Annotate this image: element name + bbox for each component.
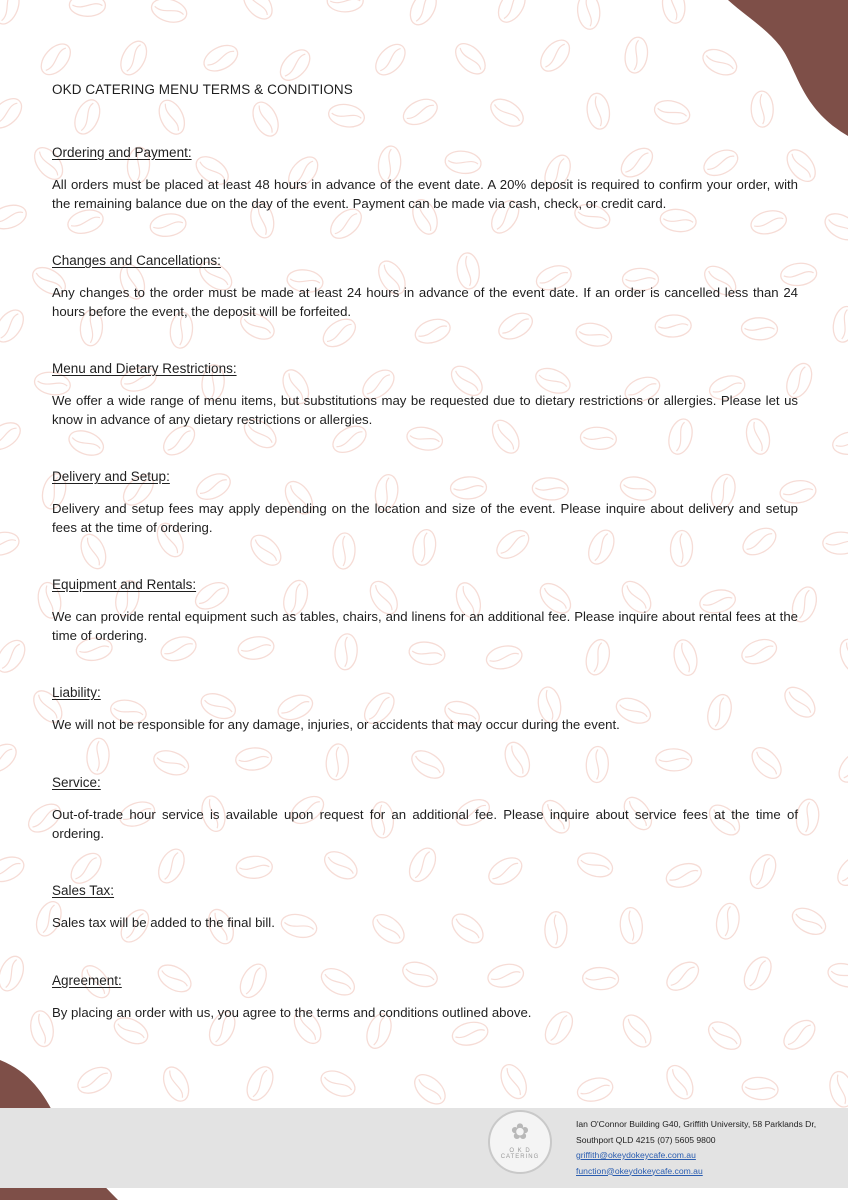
- section-heading: Equipment and Rentals:: [52, 577, 197, 592]
- coffee-bean-icon: [576, 0, 601, 30]
- coffee-bean-icon: [116, 37, 152, 79]
- footer-contact: [576, 1117, 816, 1179]
- section-liability: [52, 683, 798, 773]
- section-heading: Menu and Dietary Restrictions:: [52, 361, 237, 376]
- coffee-bean-icon: [835, 635, 848, 677]
- coffee-bean-icon: [741, 1076, 779, 1102]
- coffee-bean-icon: [36, 39, 76, 80]
- email-link-griffith[interactable]: griffith@okeydokeycafe.com.au: [576, 1150, 696, 1160]
- coffee-bean-icon: [575, 1074, 615, 1104]
- section-ordering-payment: [52, 143, 798, 251]
- section-agreement: [52, 971, 798, 1061]
- coffee-bean-icon: [0, 953, 28, 995]
- section-delivery-setup: [52, 467, 798, 575]
- coffee-bean-icon: [660, 0, 687, 25]
- section-heading: Delivery and Setup:: [52, 469, 170, 484]
- section-body: We can provide rental equipment such as tables, chairs, and linens for an additional fee. Please inquire about rental fees at the time of ordering.: [52, 609, 798, 643]
- section-heading: Ordering and Payment:: [52, 145, 192, 160]
- coffee-bean-icon: [0, 201, 29, 233]
- coffee-bean-icon: [0, 93, 27, 134]
- coffee-bean-icon: [242, 1062, 278, 1104]
- coffee-bean-icon: [0, 852, 27, 886]
- coffee-bean-icon: [405, 0, 441, 29]
- coffee-bean-icon: [238, 0, 278, 24]
- address-line-1: Ian O'Connor Building G40, Griffith University, 58 Parklands Dr,: [576, 1119, 817, 1129]
- section-heading: Changes and Cancellations:: [52, 253, 221, 268]
- section-menu-dietary: [52, 359, 798, 467]
- document-title: OKD CATERING MENU TERMS & CONDITIONS: [52, 82, 353, 97]
- section-body: Sales tax will be added to the final bill.: [52, 915, 275, 930]
- coffee-bean-icon: [827, 1069, 848, 1109]
- section-body: Delivery and setup fees may apply depending on the location and size of the event. Please inquire about delivery and setup fees at the time of ordering.: [52, 501, 798, 535]
- coffee-bean-icon: [200, 40, 242, 76]
- coffee-bean-icon: [535, 35, 575, 77]
- section-body: Out-of-trade hour service is available upon request for an additional fee. Please inquire about service fees at the time of ordering.: [52, 807, 798, 841]
- coffee-bean-icon: [662, 1061, 699, 1103]
- coffee-bean-icon: [409, 1069, 450, 1110]
- logo-subtext: CATERING: [500, 1154, 540, 1160]
- coffee-bean-icon: [370, 39, 411, 80]
- section-body: All orders must be placed at least 48 hours in advance of the event date. A 20% deposit is required to confirm your order, with the remaining balance due on the day of the event. Payment can be made via cash, check, or credit card.: [52, 177, 798, 211]
- section-heading: Sales Tax:: [52, 883, 115, 898]
- section-heading: Service:: [52, 775, 101, 790]
- terms-content: [52, 82, 798, 1061]
- coffee-bean-icon: [794, 798, 821, 837]
- coffee-bean-logo-icon: ✿: [510, 1120, 530, 1145]
- section-heading: Agreement:: [52, 973, 122, 988]
- section-service: [52, 773, 798, 881]
- coffee-bean-icon: [450, 38, 491, 79]
- coffee-bean-icon: [159, 1063, 194, 1105]
- coffee-bean-icon: [496, 1061, 531, 1103]
- address-line-2: Southport QLD 4215 (07) 5605 9800: [576, 1134, 716, 1145]
- section-heading: Liability:: [52, 685, 101, 700]
- coffee-bean-icon: [832, 850, 848, 891]
- coffee-bean-icon: [831, 429, 848, 456]
- coffee-bean-icon: [0, 635, 30, 677]
- email-link-function[interactable]: function@okeydokeycafe.com.au: [576, 1165, 703, 1176]
- coffee-bean-icon: [275, 44, 316, 85]
- coffee-bean-icon: [317, 1066, 359, 1101]
- coffee-bean-icon: [0, 0, 24, 27]
- coffee-bean-icon: [823, 532, 848, 554]
- coffee-bean-icon: [0, 529, 21, 558]
- coffee-bean-icon: [0, 417, 25, 455]
- coffee-bean-icon: [821, 208, 848, 245]
- coffee-bean-icon: [493, 0, 531, 27]
- section-equipment-rentals: [52, 575, 798, 683]
- coffee-bean-icon: [327, 0, 363, 12]
- coffee-bean-icon: [830, 305, 848, 345]
- coffee-bean-icon: [69, 0, 105, 17]
- coffee-bean-icon: [623, 36, 650, 75]
- section-body: Any changes to the order must be made at least 24 hours in advance of the event date. If an order is cancelled less than 24 hours before the event, the deposit will be forfeited.: [52, 285, 798, 319]
- section-changes-cancellations: [52, 251, 798, 359]
- coffee-bean-icon: [0, 739, 21, 778]
- coffee-bean-icon: [0, 305, 29, 347]
- section-body: We offer a wide range of menu items, but substitutions may be requested due to dietary restrictions or allergies. Please let us know in advance of any dietary restrictions or allergies.: [52, 393, 798, 427]
- section-body: By placing an order with us, you agree to the terms and conditions outlined above.: [52, 1005, 532, 1020]
- coffee-bean-icon: [833, 746, 848, 788]
- section-sales-tax: [52, 881, 798, 971]
- logo-text: O K D: [509, 1148, 531, 1154]
- coffee-bean-icon: [825, 960, 848, 991]
- section-body: We will not be responsible for any damage, injuries, or accidents that may occur during the event.: [52, 717, 620, 732]
- okd-logo: [488, 1110, 552, 1174]
- coffee-bean-icon: [149, 0, 190, 26]
